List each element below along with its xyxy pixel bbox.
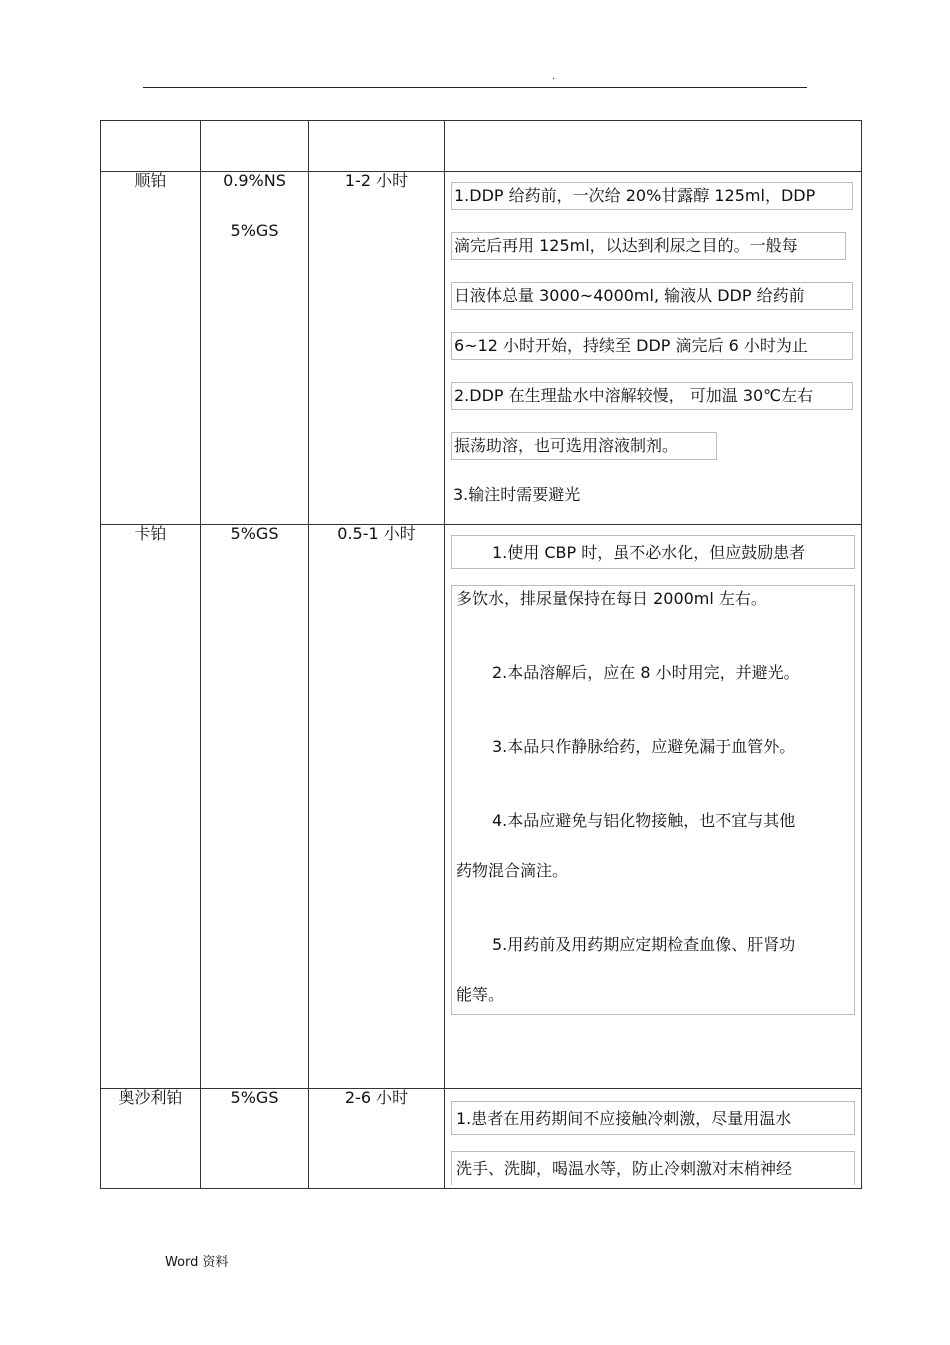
note-line: 6~12 小时开始，持续至 DDP 滴完后 6 小时为止: [451, 332, 853, 360]
table-row: [101, 525, 862, 1089]
note-line: 能等。: [456, 985, 505, 1004]
table-header-row: [101, 121, 862, 172]
header-cell: [445, 121, 862, 172]
note-line: 5.用药前及用药期应定期检查血像、肝肾功: [492, 935, 796, 954]
header-rule: [143, 87, 807, 88]
drug-name-cell: [101, 1089, 201, 1189]
note-line: 多饮水，排尿量保持在每日 2000ml 左右。: [456, 589, 767, 608]
duration: 1-2 小时: [344, 171, 409, 190]
note-line: 2.本品溶解后，应在 8 小时用完，并避光。: [492, 663, 800, 682]
drug-name: 顺铂: [134, 171, 167, 190]
notes-block: [445, 172, 861, 510]
note-line: 振荡助溶，也可选用溶液制剂。: [451, 432, 717, 460]
duration-cell: [309, 172, 445, 525]
notes-cell: [445, 1089, 862, 1189]
solvent: 5%GS: [230, 524, 279, 543]
solvent: 0.9%NS: [223, 171, 286, 190]
footer-text: Word 资料: [165, 1255, 229, 1270]
drug-name: 卡铂: [134, 524, 167, 543]
drug-name-cell: [101, 525, 201, 1089]
header-mark: .: [552, 71, 556, 82]
table-row: [101, 1089, 862, 1189]
solvent: 5%GS: [230, 1088, 279, 1107]
note-line: 药物混合滴注。: [456, 861, 569, 880]
solvent-cell: [201, 525, 309, 1089]
note-line: 滴完后再用 125ml，以达到利尿之目的。一般每: [451, 232, 846, 260]
note-line: 2.DDP 在生理盐水中溶解较慢， 可加温 30℃左右: [451, 382, 853, 410]
notes-block: [445, 1089, 861, 1185]
table-row: [101, 172, 862, 525]
duration-cell: [309, 525, 445, 1089]
header-cell: [309, 121, 445, 172]
note-line: 3.本品只作静脉给药，应避免漏于血管外。: [492, 737, 796, 756]
solvent: 5%GS: [230, 221, 279, 240]
header-cell: [101, 121, 201, 172]
note-line: 3.输注时需要避光: [453, 485, 581, 504]
duration: 0.5-1 小时: [337, 524, 416, 543]
note-line: 4.本品应避免与铝化物接触，也不宜与其他: [492, 811, 796, 830]
notes-cell: [445, 525, 862, 1089]
note-line: 日液体总量 3000~4000ml, 输液从 DDP 给药前: [451, 282, 853, 310]
duration: 2-6 小时: [344, 1088, 409, 1107]
drug-name-cell: [101, 172, 201, 525]
note-line: 1.DDP 给药前，一次给 20%甘露醇 125ml，DDP: [451, 182, 853, 210]
notes-box: [451, 585, 855, 1015]
drug-table: [100, 120, 862, 1189]
duration-cell: [309, 1089, 445, 1189]
note-line: 1.使用 CBP 时，虽不必水化，但应鼓励患者: [451, 535, 855, 569]
note-line: 洗手、洗脚，喝温水等，防止冷刺激对末梢神经: [451, 1151, 855, 1185]
solvent-cell: [201, 1089, 309, 1189]
notes-cell: [445, 172, 862, 525]
note-line: 1.患者在用药期间不应接触冷刺激，尽量用温水: [451, 1101, 855, 1135]
solvent-cell: [201, 172, 309, 525]
notes-block: [445, 525, 861, 1015]
header-cell: [201, 121, 309, 172]
drug-name: 奥沙利铂: [118, 1088, 183, 1107]
